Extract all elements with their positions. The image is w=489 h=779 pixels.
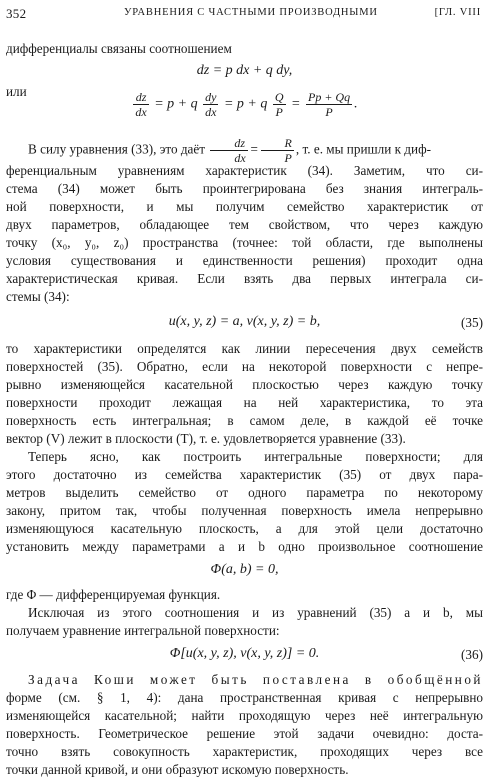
text-line: этого достаточно из семейства характеристик (35) от двух пара- [6,467,483,482]
fraction: $\frac{dy}{dx}$ [205,90,217,119]
text-line: Задача Коши может быть поставлена в обобщённой [28,672,483,687]
text-line: двух параметров, обладающее тем свойством, что через каждую [6,217,483,232]
fraction: $\frac{Pp + Qq}{P}$ [308,90,351,119]
text-line: точки данной кривой, и они образуют искомую поверхность. [6,762,349,777]
fraction: $\frac{dz}{dx}$ [210,136,247,165]
text-line: изменяющуюся касательную плоскость, а для этой цели достаточно [6,521,483,536]
text-line: вектор (V) лежит в плоскости (T), т. е. удовлетворяется уравнение (33). [6,431,406,446]
text-line: дифференциалы связаны соотношением [6,41,232,56]
text-line: поверхностей (35). Обратно, если на некоторой поверхности с непре- [6,359,483,374]
text-line: условия существования и единственности решения) проходит одна [6,253,483,268]
text-line: Теперь ясно, как построить интегральные поверхности; для [28,449,483,464]
page-number: 352 [6,6,27,21]
fraction: $\frac{Q}{P}$ [274,90,284,119]
fraction: $\frac{dz}{dx}$ [135,90,147,119]
text-line: то характеристики определятся как линии пересечения двух семейств [6,341,483,356]
text-line: рывно изменяющейся касательной плоскостью через каждую точку [6,377,483,392]
equation-number: (35) [461,315,483,330]
text-line: стема (34) может быть проинтегрирована без знания интеграль- [6,181,483,196]
text-line: поверхность есть интегральная; в самом деле, в каждой её точке [6,413,483,428]
equation-dz: dz = p dx + q dy, [196,63,293,78]
equation-number: (36) [461,647,483,662]
chapter-label: [ГЛ. VIII [434,7,481,18]
text-line: форме (см. § 1, 4): дана пространственная кривая с непрерывно [6,690,483,705]
text-line: изменяющейся касательной; найти проходящую через неё интегральную [6,708,483,723]
fraction: $\frac{R}{P}$ [261,136,294,165]
text-line: получаем уравнение интегральной поверхности: [6,623,280,638]
text-line: характеристическая кривая. Если взять два первых интеграла си- [6,271,483,286]
text-line: закону, притом так, чтобы полученная поверхность имела непрерывно [6,503,483,518]
text-line: метров выделить семейство от одного параметра по некоторому [6,485,483,500]
equation-35: u(x, y, z) = a, v(x, y, z) = b, [168,314,321,329]
text-line: ной поверхности, и мы получим семейство характеристик от [6,199,483,214]
text-line: поверхность. Геометрическое решение этой задачи очевидно: доста- [6,726,483,741]
running-title: УРАВНЕНИЯ С ЧАСТНЫМИ ПРОИЗВОДНЫМИ [124,7,378,18]
page-header [6,6,481,24]
text-line: Исключая из этого соотношения и из уравнений (35) a и b, мы [28,605,483,620]
text-line: поверхности проходит лежащая на ней характеристика, то эта [6,395,483,410]
text-line: установить между параметрами a и b одно произвольное соотношение [6,539,483,554]
text-line: В силу уравнения (33), это даёт $\frac{dz}{dx}$ = $\frac{R}{P}$ , т. е. мы пришли к диф- [28,136,432,165]
text-line: точку (x₀, y₀, z₀) пространства (точнее: той области, где выполнены [6,235,483,250]
text-line: точно взять совокупность характеристик, проходящих через все [6,744,483,759]
equation-36: Φ[u(x, y, z), v(x, y, z)] = 0. [169,646,320,661]
equation-phi: Φ(a, b) = 0, [210,562,279,577]
text-line: или [6,84,27,99]
text-line: стемы (34): [6,289,70,304]
equation-dz-dx: $\frac{dz}{dx}$ = p + q $\frac{dy}{dx}$ = p + q $\frac{Q}{P}$ = $\frac{Pp + Qq}{P}$ . [135,90,358,119]
text-line: где Φ — дифференцируемая функция. [6,587,221,602]
text-line: ференциальным уравнениям характеристик (34). Заметим, что си- [6,163,483,178]
